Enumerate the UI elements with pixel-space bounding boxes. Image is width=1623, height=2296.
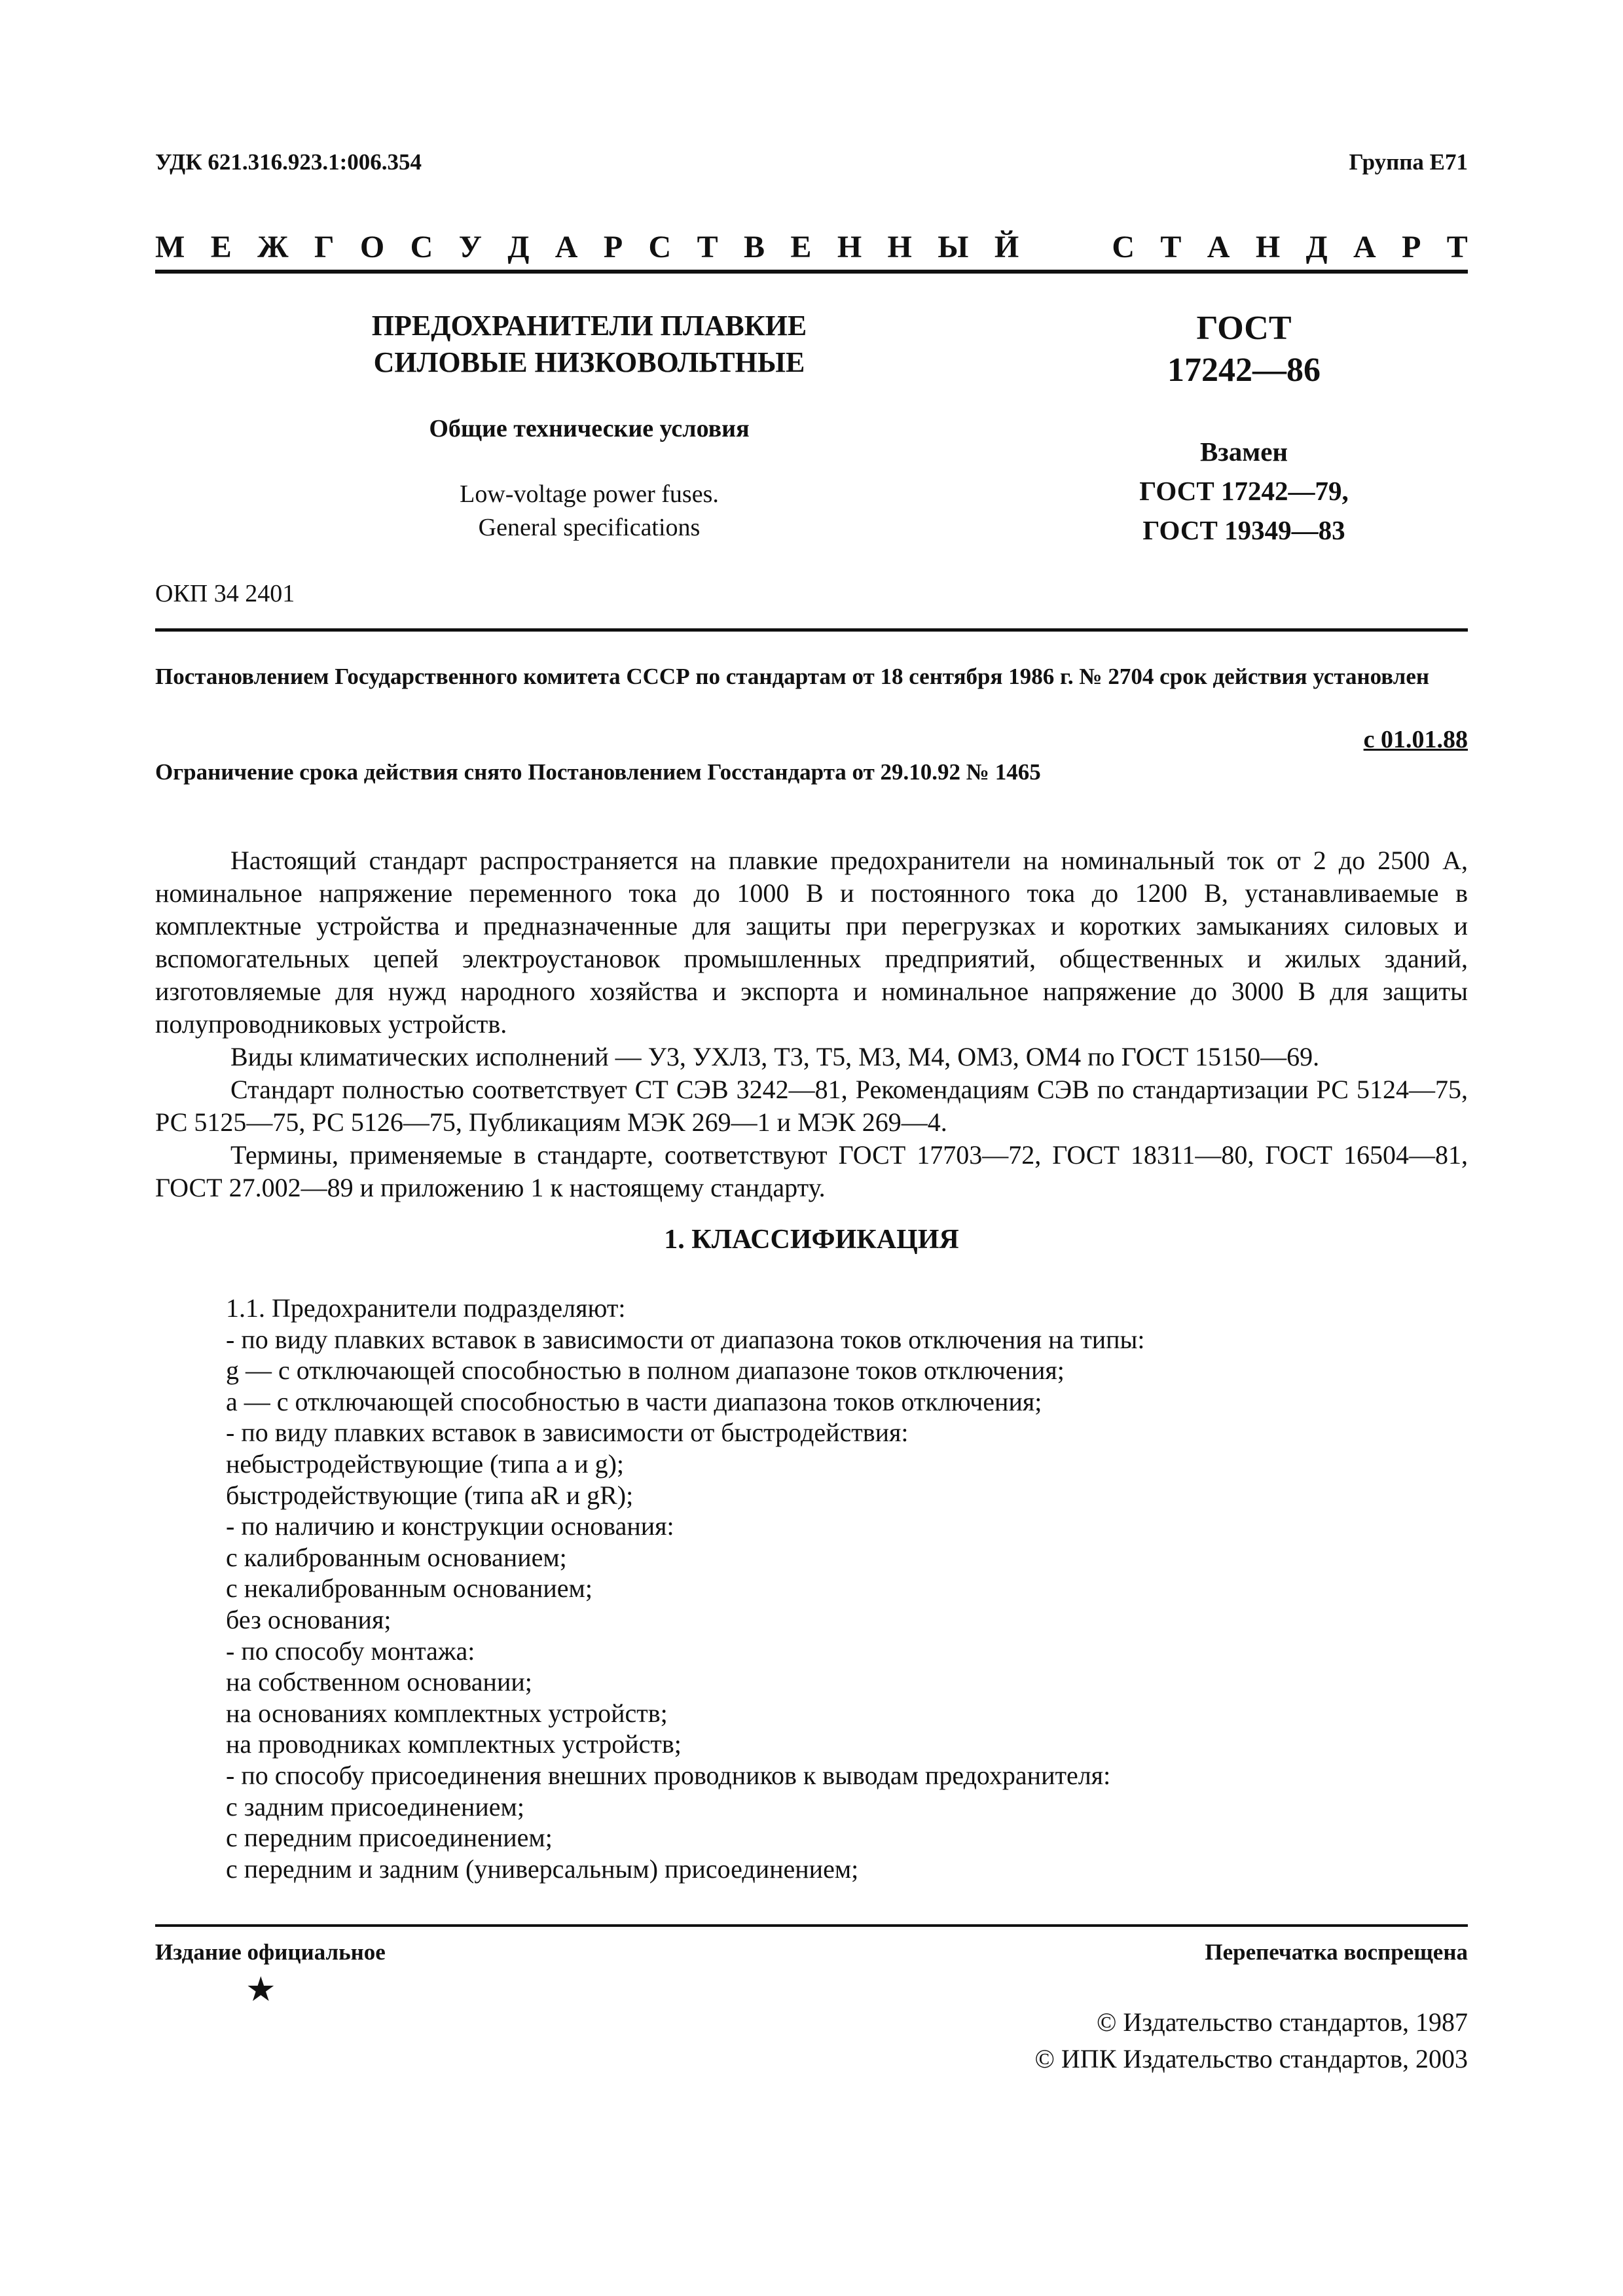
list-item: a — с отключающей способностью в части диапазона токов отключения;: [226, 1386, 1042, 1416]
star-icon: ★: [246, 1971, 276, 2009]
banner-letter: М: [155, 230, 185, 264]
banner-letter: Ы: [938, 230, 969, 264]
banner-letter: Д: [1305, 230, 1328, 264]
footer-rule: [155, 1924, 1468, 1927]
copyright-block: [1035, 2004, 1468, 2077]
list-item: небыстродействующие (типа a и g);: [226, 1448, 625, 1479]
official-edition: Издание официальное: [155, 1939, 386, 1965]
list-item: с некалиброванным основанием;: [226, 1573, 593, 1604]
list-item: на собственном основании;: [226, 1667, 532, 1697]
middle-rule: [155, 628, 1468, 632]
document-title: [354, 308, 825, 381]
english-title: [354, 478, 825, 545]
okp-code: ОКП 34 2401: [155, 580, 295, 607]
english-title-line-2: General specifications: [478, 514, 701, 541]
list-item: с калиброванным основанием;: [226, 1542, 567, 1572]
interstate-standard-banner: [155, 229, 1468, 265]
list-item: без основания;: [226, 1604, 392, 1634]
banner-letter: У: [458, 230, 482, 264]
list-item: с передним и задним (универсальным) присоединением;: [226, 1854, 859, 1884]
banner-letter: Д: [507, 230, 530, 264]
banner-letter: Р: [1402, 230, 1421, 264]
list-item: на основаниях комплектных устройств;: [226, 1698, 668, 1728]
gost-label: ГОСТ: [1196, 310, 1292, 347]
udk-code: УДК 621.316.923.1:006.354: [155, 149, 422, 175]
list-item: с передним присоединением;: [226, 1823, 553, 1853]
gost-number-block: [1087, 308, 1401, 391]
replaces-block: [1074, 432, 1414, 550]
limit-removed-note: Ограничение срока действия снято Постановлением Госстандарта от 29.10.92 № 1465: [155, 759, 1041, 785]
intro-paragraph: Виды климатических исполнений — У3, УХЛ3, Т3, Т5, М3, М4, ОМ3, ОМ4 по ГОСТ 15150—69.: [230, 1042, 1320, 1071]
list-item: быстродействующие (типа aR и gR);: [226, 1480, 634, 1510]
list-item: - по способу монтажа:: [226, 1636, 475, 1666]
introduction: [155, 844, 1468, 1204]
title-line-2: СИЛОВЫЕ НИЗКОВОЛЬТНЫЕ: [373, 346, 805, 378]
intro-paragraph: Настоящий стандарт распространяется на плавкие предохранители на номинальный ток от 2 до 2500 А, номинальное напряжение переменного тока до 1000 В и постоянного тока до 1200 В, устанавливаемые в комплектные устройства и предназначенные для защиты при перегрузках и коротких замыканиях силовых и вспомогательных цепей электроустановок промышленных предприятий, общественных и жилых зданий, изготовляемые для нужд народного хозяйства и экспорта и номинальное напряжение до 3000 В для защиты полупроводниковых устройств.: [155, 846, 1468, 1039]
banner-letter: Е: [790, 230, 812, 264]
banner-letter: В: [744, 230, 765, 264]
banner-letter: С: [1112, 230, 1135, 264]
gost-number: 17242—86: [1167, 351, 1321, 389]
list-item: - по виду плавких вставок в зависимости от диапазона токов отключения на типы:: [226, 1324, 1145, 1354]
copyright-line-2: © ИПК Издательство стандартов, 2003: [1034, 2044, 1468, 2073]
banner-letter: Г: [314, 230, 335, 264]
banner-letter: Р: [603, 230, 623, 264]
list-item: 1.1. Предохранители подразделяют:: [226, 1293, 626, 1323]
banner-letter: А: [1207, 230, 1230, 264]
reprint-prohibited: Перепечатка воспрещена: [1205, 1939, 1468, 1965]
banner-letter: А: [1353, 230, 1376, 264]
banner-letter: Т: [1160, 230, 1182, 264]
intro-paragraph: Стандарт полностью соответствует СТ СЭВ 3242—81, Рекомендациям СЭВ по стандартизации РС 5124—75, РС 5125—75, РС 5126—75, Публикациям МЭК 269—1 и МЭК 269—4.: [155, 1075, 1468, 1137]
banner-letter: Т: [1446, 230, 1468, 264]
classification-list: [226, 1293, 1145, 1884]
banner-letter: О: [359, 230, 385, 264]
banner-letter: [1045, 229, 1053, 265]
banner-letter: Н: [887, 230, 912, 264]
intro-paragraph: Термины, применяемые в стандарте, соответствуют ГОСТ 17703—72, ГОСТ 18311—80, ГОСТ 16504—81, ГОСТ 27.002—89 и приложению 1 к настоящему стандарту.: [155, 1140, 1468, 1202]
replaced-standard-1: ГОСТ 17242—79,: [1139, 476, 1349, 506]
effective-date: с 01.01.88: [1363, 726, 1468, 753]
banner-letter: Й: [994, 230, 1019, 264]
banner-letter: Т: [697, 230, 718, 264]
english-title-line-1: Low-voltage power fuses.: [460, 480, 719, 508]
group-code: Группа Е71: [1349, 149, 1468, 175]
list-item: - по способу присоединения внешних проводников к выводам предохранителя:: [226, 1760, 1111, 1790]
section-heading: 1. КЛАССИФИКАЦИЯ: [664, 1225, 959, 1255]
list-item: - по наличию и конструкции основания:: [226, 1511, 674, 1541]
list-item: - по виду плавких вставок в зависимости от быстродействия:: [226, 1418, 909, 1448]
banner-letter: С: [648, 230, 672, 264]
banner-letter: Ж: [257, 230, 289, 264]
top-rule: [155, 270, 1468, 274]
banner-letter: Н: [1255, 230, 1281, 264]
banner-letter: [1078, 229, 1086, 265]
replaces-label: Взамен: [1199, 437, 1288, 467]
list-item: на проводниках комплектных устройств;: [226, 1729, 682, 1759]
banner-letter: Е: [210, 230, 232, 264]
replaced-standard-2: ГОСТ 19349—83: [1142, 515, 1345, 545]
banner-letter: А: [555, 230, 578, 264]
list-item: с задним присоединением;: [226, 1791, 524, 1821]
document-subtitle: Общие технические условия: [429, 415, 750, 442]
copyright-line-1: © Издательство стандартов, 1987: [1096, 2007, 1468, 2037]
banner-letter: С: [410, 230, 433, 264]
title-line-1: ПРЕДОХРАНИТЕЛИ ПЛАВКИЕ: [371, 310, 807, 342]
list-item: g — с отключающей способностью в полном диапазоне токов отключения;: [226, 1355, 1065, 1386]
decree-text: Постановлением Государственного комитета СССР по стандартам от 18 сентября 1986 г. № 2704 срок действия установлен: [155, 664, 1430, 689]
banner-letter: Н: [837, 230, 862, 264]
